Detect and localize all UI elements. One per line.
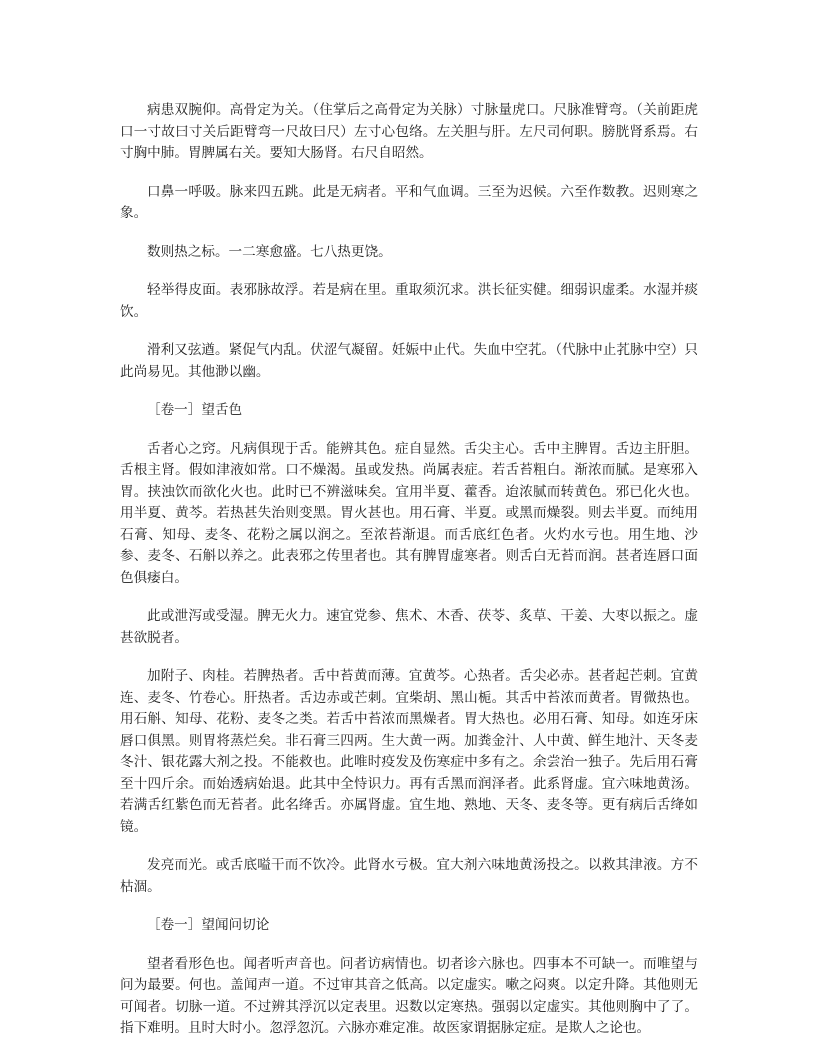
paragraph-superficial-deep: 轻举得皮面。表邪脉故浮。若是病在里。重取须沉求。洪长征实健。细弱识虚柔。水湿并痰饮。	[120, 282, 698, 320]
section-heading-four-examinations: ［卷一］望闻问切论	[147, 917, 270, 933]
paragraph-spleen-heat: 加附子、肉桂。若脾热者。舌中苔黄而薄。宜黄芩。心热者。舌尖必赤。甚者起芒刺。宜黄连、麦冬、竹卷心。肝热者。舌边赤或芒刺。宜柴胡、黑山栀。其舌中苔浓而黄者。胃微热也。用石斛、知母、花粉、麦冬之类。若舌中苔浓而黑燥者。胃大热也。必用石膏、知母。如连牙床唇口俱黑。则胃将蒸烂矣。非石膏三四两。生大黄一两。加粪金汁、人中黄、鲜生地汁、天冬麦冬汁、银花露大剂之投。不能救也。此唯时疫发及伤寒症中多有之。余尝治一独子。先后用石膏至十四斤余。而始透病始退。此其中全恃识力。再有舌黑而润泽者。此系肾虚。宜六味地黄汤。若满舌红紫色而无苔者。此名绛舌。亦属肾虚。宜生地、熟地、天冬、麦冬等。更有病后舌绛如镜。	[120, 668, 698, 835]
paragraph-four-examinations: 望者看形色也。闻者听声音也。问者访病情也。切者诊六脉也。四事本不可缺一。而唯望与问为最要。何也。盖闻声一道。不过审其音之低高。以定虚实。嗽之闷爽。以定升降。其他则无可闻者。切脉一道。不过辨其浮沉以定表里。迟数以定寒热。强弱以定虚实。其他则胸中了了。指下难明。且时大时小。忽浮忽沉。六脉亦难定准。故医家谓据脉定症。是欺人之论也。	[120, 955, 698, 1036]
paragraph-spleen-fire: 此或泄泻或受湿。脾无火力。速宜党参、焦术、木香、茯苓、炙草、干姜、大枣以振之。虚甚欲脱者。	[120, 608, 698, 646]
paragraph-heat-sign: 数则热之标。一二寒愈盛。七八热更饶。	[147, 243, 392, 260]
paragraph-tongue-inspection: 舌者心之窍。凡病俱现于舌。能辨其色。症自显然。舌尖主心。舌中主脾胃。舌边主肝胆。舌根主肾。假如津液如常。口不燥渴。虽或发热。尚属表症。若舌苔粗白。渐浓而腻。是寒邪入胃。挟浊饮而欲化火也。此时已不辨滋味矣。宜用半夏、藿香。迨浓腻而转黄色。邪已化火也。用半夏、黄芩。若热甚失治则变黑。胃火甚也。用石膏、半夏。或黑而燥裂。则去半夏。而纯用石膏、知母、麦冬、花粉之属以润之。至浓苔渐退。而舌底红色者。火灼水亏也。用生地、沙参、麦冬、石斛以养之。此表邪之传里者也。其有脾胃虚寒者。则舌白无苔而润。甚者连唇口面色俱痿白。	[120, 440, 698, 586]
paragraph-pulse-positions: 病患双腕仰。高骨定为关。（住掌后之高骨定为关脉）寸脉量虎口。尺脉准臂弯。（关前距虎口一寸故曰寸关后距臂弯一尺故曰尺）左寸心包络。左关胆与肝。左尺司何职。膀胱肾系焉。右寸胸中肺。胃脾属右关。要知大肠肾。右尺自昭然。	[120, 102, 698, 161]
paragraph-pulse-rate: 口鼻一呼吸。脉来四五跳。此是无病者。平和气血调。三至为迟候。六至作数教。迟则寒之象。	[120, 183, 698, 221]
paragraph-kidney-water: 发亮而光。或舌底嗌干而不饮冷。此肾水亏极。宜大剂六味地黄汤投之。以救其津液。方不枯涸。	[120, 857, 698, 895]
document-page	[120, 100, 698, 1057]
paragraph-pulse-types: 滑利又弦遒。紧促气内乱。伏涩气凝留。妊娠中止代。失血中空芤。（代脉中止芤脉中空）只此尚易见。其他渺以幽。	[120, 342, 698, 380]
section-heading-tongue-color: ［卷一］望舌色	[147, 402, 243, 418]
